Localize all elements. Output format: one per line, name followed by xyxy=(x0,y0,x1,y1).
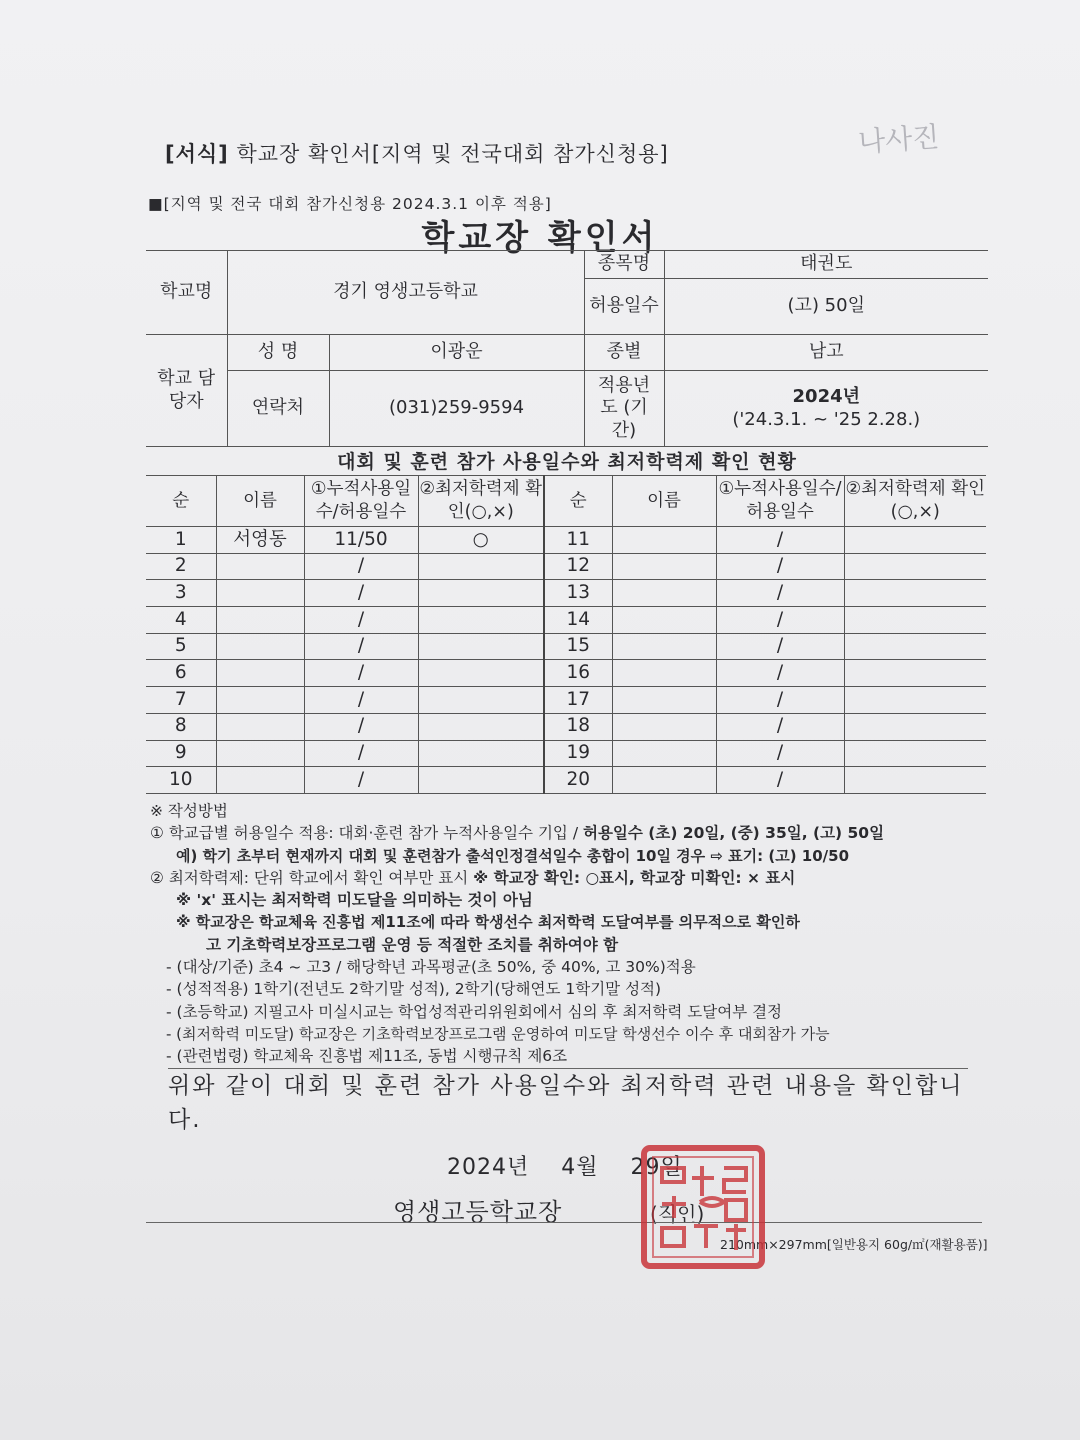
table-row xyxy=(146,607,986,634)
seal-placeholder: (직인) xyxy=(650,1202,705,1226)
year-value-cell xyxy=(664,371,988,447)
row-days: / xyxy=(304,580,418,607)
row-days: / xyxy=(716,607,844,634)
row-days: / xyxy=(304,660,418,687)
school-name-label: 학교명 xyxy=(146,251,227,335)
table-row xyxy=(146,580,986,607)
issue-date: 2024년 4월 29일 xyxy=(447,1155,683,1180)
note-2: ② 최저학력제: 단위 학교에서 확인 여부만 표시 ※ 학교장 확인: ○표시, 학교장 미확인: × 표시 xyxy=(150,868,796,887)
row-name xyxy=(216,713,304,740)
row-academic-check xyxy=(418,767,544,794)
usage-status-table xyxy=(146,475,986,794)
row-days: / xyxy=(716,553,844,580)
row-number: 8 xyxy=(146,713,216,740)
school-name-value: 경기 영생고등학교 xyxy=(227,251,584,335)
row-days: / xyxy=(304,687,418,714)
row-academic-check xyxy=(418,660,544,687)
row-name xyxy=(612,767,716,794)
row-academic-check xyxy=(844,767,986,794)
row-name xyxy=(612,687,716,714)
note-1-example: 예) 학기 초부터 현재까지 대회 및 훈련참가 출석인정결석일수 총합이 10일 경우 ⇨ 표기: (고) 10/50 xyxy=(176,846,850,865)
row-academic-check xyxy=(418,687,544,714)
phone-label: 연락처 xyxy=(227,371,329,447)
row-number: 1 xyxy=(146,527,216,554)
year-label: 적용년도 (기간) xyxy=(584,371,664,447)
row-name xyxy=(216,660,304,687)
row-days: / xyxy=(716,767,844,794)
row-number: 9 xyxy=(146,740,216,767)
row-days: / xyxy=(716,687,844,714)
paper-spec: 210mm×297mm[일반용지 60g/㎡(재활용품)] xyxy=(720,1237,988,1252)
row-name xyxy=(216,767,304,794)
row-name xyxy=(612,740,716,767)
school-info-table xyxy=(146,250,988,447)
row-days: 11/50 xyxy=(304,527,418,554)
row-number: 20 xyxy=(544,767,612,794)
row-name xyxy=(216,740,304,767)
row-number: 17 xyxy=(544,687,612,714)
table-row xyxy=(146,687,986,714)
row-academic-check xyxy=(844,633,986,660)
row-academic-check xyxy=(844,553,986,580)
row-name xyxy=(612,633,716,660)
row-days: / xyxy=(716,713,844,740)
note-1: ① 학교급별 허용일수 적용: 대회·훈련 참가 누적사용일수 기입 / 허용일수 (초) 20일, (중) 35일, (고) 50일 xyxy=(150,824,885,843)
header-no: 순 xyxy=(544,476,612,527)
document-title: 학교장 확인서 xyxy=(421,218,659,258)
row-academic-check xyxy=(844,740,986,767)
row-days: / xyxy=(716,660,844,687)
event-value: 태권도 xyxy=(664,251,988,279)
form-label: [서식] 학교장 확인서[지역 및 전국대회 참가신청용] xyxy=(165,142,669,166)
note-3: ※ 'x' 표시는 최저학력 미도달을 의미하는 것이 아님 xyxy=(176,891,533,910)
row-academic-check xyxy=(418,607,544,634)
row-number: 19 xyxy=(544,740,612,767)
detail-2: - (성적적용) 1학기(전년도 2학기말 성적), 2학기(당해연도 1학기말 성적) xyxy=(166,980,662,999)
row-number: 16 xyxy=(544,660,612,687)
row-name xyxy=(612,553,716,580)
row-number: 4 xyxy=(146,607,216,634)
header-name: 이름 xyxy=(612,476,716,527)
row-name xyxy=(216,607,304,634)
row-number: 12 xyxy=(544,553,612,580)
table-row xyxy=(146,660,986,687)
row-academic-check: ○ xyxy=(418,527,544,554)
allowed-days-value: (고) 50일 xyxy=(664,279,988,335)
row-academic-check xyxy=(844,527,986,554)
section-title: 대회 및 훈련 참가 사용일수와 최저학력제 확인 현황 xyxy=(146,446,988,475)
instructions xyxy=(150,800,990,1068)
handwritten-note: 나사진 xyxy=(857,120,941,159)
header-academic: ②최저학력제 확인(○,×) xyxy=(418,476,544,527)
row-days: / xyxy=(716,527,844,554)
row-name xyxy=(216,633,304,660)
table-row xyxy=(146,740,986,767)
row-days: / xyxy=(304,553,418,580)
row-academic-check xyxy=(844,607,986,634)
row-academic-check xyxy=(418,633,544,660)
row-number: 13 xyxy=(544,580,612,607)
row-name xyxy=(216,553,304,580)
detail-5: - (관련법령) 학교체육 진흥법 제11조, 동법 시행규칙 제6조 xyxy=(166,1047,568,1066)
header-name: 이름 xyxy=(216,476,304,527)
row-days: / xyxy=(716,580,844,607)
confirmation-text: 위와 같이 대회 및 훈련 참가 사용일수와 최저학력 관련 내용을 확인합니다. xyxy=(168,1068,968,1137)
detail-3: - (초등학교) 지필고사 미실시교는 학업성적관리위원회에서 심의 후 최저학력 도달여부 결정 xyxy=(166,1002,783,1021)
row-name xyxy=(216,687,304,714)
row-number: 7 xyxy=(146,687,216,714)
contact-person-label: 학교 담당자 xyxy=(146,335,227,447)
person-name-label: 성 명 xyxy=(227,335,329,371)
row-number: 14 xyxy=(544,607,612,634)
header-no: 순 xyxy=(146,476,216,527)
row-academic-check xyxy=(418,740,544,767)
row-number: 11 xyxy=(544,527,612,554)
row-days: / xyxy=(304,767,418,794)
row-name xyxy=(612,713,716,740)
bottom-divider xyxy=(146,1222,982,1223)
row-days: / xyxy=(716,740,844,767)
row-number: 15 xyxy=(544,633,612,660)
row-academic-check xyxy=(418,553,544,580)
table-row xyxy=(146,527,986,554)
row-academic-check xyxy=(418,580,544,607)
row-academic-check xyxy=(844,660,986,687)
row-academic-check xyxy=(844,687,986,714)
allowed-days-label: 허용일수 xyxy=(584,279,664,335)
header-academic: ②최저학력제 확인(○,×) xyxy=(844,476,986,527)
row-name: 서영동 xyxy=(216,527,304,554)
row-name xyxy=(216,580,304,607)
row-days: / xyxy=(304,740,418,767)
signer-title: 영생고등학교장 xyxy=(393,1198,563,1226)
table-row xyxy=(146,553,986,580)
event-label: 종목명 xyxy=(584,251,664,279)
row-name xyxy=(612,660,716,687)
phone-value: (031)259-9594 xyxy=(329,371,584,447)
header-days: ①누적사용일수/허용일수 xyxy=(716,476,844,527)
detail-1: - (대상/기준) 초4 ~ 고3 / 해당학년 과목평균(초 50%, 중 40%, 고 30%)적용 xyxy=(166,958,696,977)
row-number: 18 xyxy=(544,713,612,740)
detail-4: - (최저학력 미도달) 학교장은 기초학력보장프로그램 운영하여 미도달 학생선수 이수 후 대회참가 가능 xyxy=(166,1024,830,1043)
row-number: 10 xyxy=(146,767,216,794)
note-4-cont: 고 기초학력보장프로그램 운영 등 적절한 조치를 취하여야 함 xyxy=(206,935,619,954)
row-academic-check xyxy=(844,580,986,607)
header-days: ①누적사용일수/허용일수 xyxy=(304,476,418,527)
note-4: ※ 학교장은 학교체육 진흥법 제11조에 따라 학생선수 최저학력 도달여부를 의무적으로 확인하 xyxy=(176,913,800,932)
row-name xyxy=(612,607,716,634)
notes-heading: ※ 작성방법 xyxy=(150,802,228,820)
row-academic-check xyxy=(844,713,986,740)
year-value: 2024년 xyxy=(792,386,861,407)
table-row xyxy=(146,767,986,794)
row-number: 2 xyxy=(146,553,216,580)
row-academic-check xyxy=(418,713,544,740)
row-name xyxy=(612,580,716,607)
table-row xyxy=(146,713,986,740)
row-days: / xyxy=(304,633,418,660)
row-number: 5 xyxy=(146,633,216,660)
row-number: 6 xyxy=(146,660,216,687)
person-name-value: 이광운 xyxy=(329,335,584,371)
row-number: 3 xyxy=(146,580,216,607)
school-seal-icon xyxy=(640,1144,766,1270)
form-subheading: ■[지역 및 전국 대회 참가신청용 2024.3.1 이후 적용] xyxy=(148,195,552,213)
gender-value: 남고 xyxy=(664,335,988,371)
row-days: / xyxy=(716,633,844,660)
row-days: / xyxy=(304,607,418,634)
year-period: ('24.3.1. ~ '25 2.28.) xyxy=(732,408,921,430)
row-days: / xyxy=(304,713,418,740)
gender-label: 종별 xyxy=(584,335,664,371)
table-row xyxy=(146,633,986,660)
row-name xyxy=(612,527,716,554)
